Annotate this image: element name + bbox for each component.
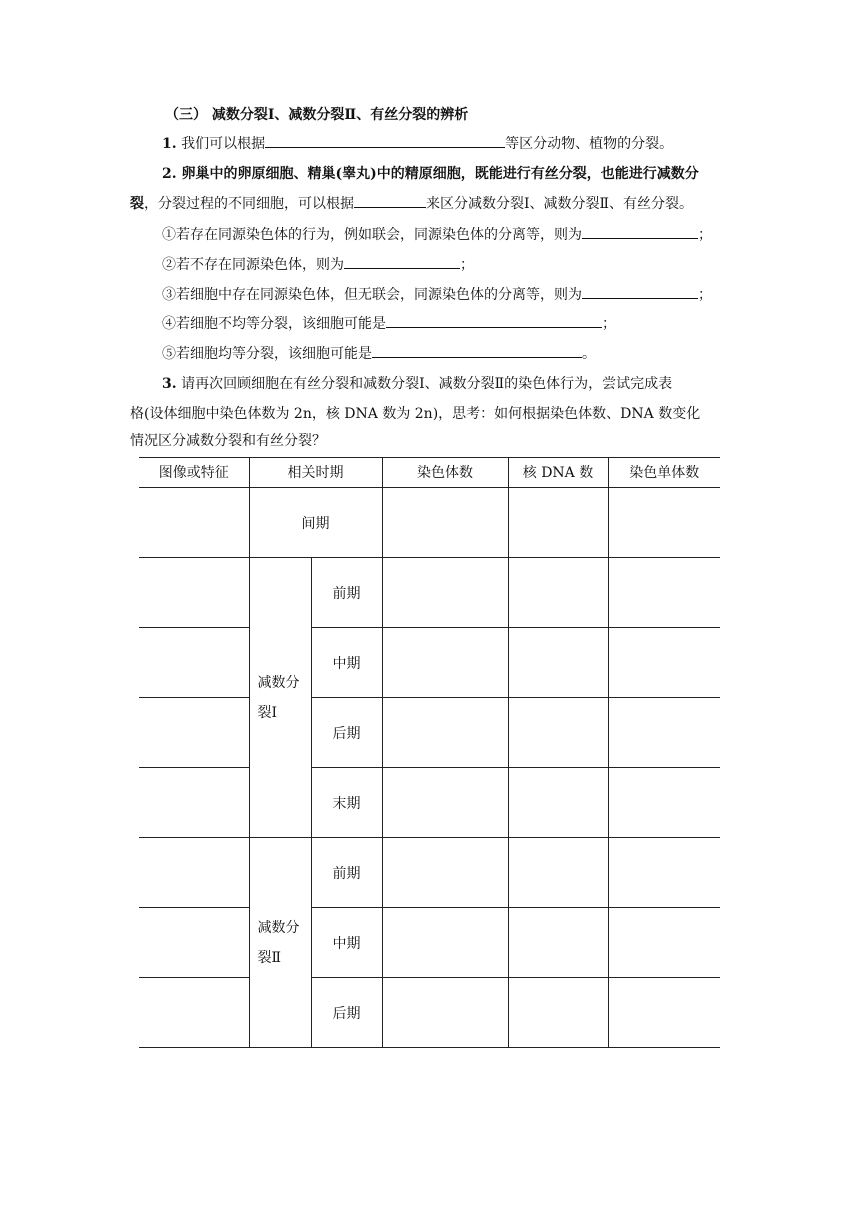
answer-cell[interactable] bbox=[382, 838, 508, 908]
answer-blank[interactable] bbox=[386, 313, 602, 328]
answer-cell[interactable] bbox=[139, 628, 249, 698]
sub-item-5: ⑤若细胞均等分裂，该细胞可能是 。 bbox=[162, 343, 596, 365]
table-row bbox=[139, 978, 720, 1048]
answer-cell[interactable] bbox=[508, 978, 608, 1048]
phase-cell: 后期 bbox=[311, 698, 382, 768]
group-cell-meiosis-1: 减数分裂Ⅰ bbox=[249, 558, 311, 838]
answer-cell[interactable] bbox=[608, 768, 720, 838]
answer-blank[interactable] bbox=[372, 343, 582, 358]
answer-blank[interactable] bbox=[344, 254, 460, 269]
table-row bbox=[139, 558, 720, 628]
answer-cell[interactable] bbox=[608, 908, 720, 978]
stage-table bbox=[139, 457, 720, 1048]
answer-cell[interactable] bbox=[508, 908, 608, 978]
answer-cell[interactable] bbox=[139, 908, 249, 978]
answer-cell[interactable] bbox=[608, 628, 720, 698]
answer-cell[interactable] bbox=[608, 698, 720, 768]
item-1-number: 1. bbox=[162, 136, 177, 152]
answer-cell[interactable] bbox=[139, 558, 249, 628]
answer-cell[interactable] bbox=[608, 558, 720, 628]
answer-cell[interactable] bbox=[382, 908, 508, 978]
section-heading: （三） 减数分裂Ⅰ、减数分裂Ⅱ、有丝分裂的辨析 bbox=[165, 107, 469, 123]
table-row bbox=[139, 838, 720, 908]
table-row bbox=[139, 698, 720, 768]
answer-cell[interactable] bbox=[382, 698, 508, 768]
answer-cell[interactable] bbox=[382, 628, 508, 698]
answer-cell[interactable] bbox=[139, 768, 249, 838]
answer-cell[interactable] bbox=[382, 768, 508, 838]
answer-cell[interactable] bbox=[139, 698, 249, 768]
phase-cell: 后期 bbox=[311, 978, 382, 1048]
answer-blank[interactable] bbox=[265, 133, 505, 148]
header-cell: 染色体数 bbox=[382, 458, 508, 488]
answer-cell[interactable] bbox=[382, 558, 508, 628]
table-row bbox=[139, 768, 720, 838]
phase-cell: 中期 bbox=[311, 628, 382, 698]
answer-cell[interactable] bbox=[508, 628, 608, 698]
phase-cell: 前期 bbox=[311, 558, 382, 628]
table-header-row bbox=[139, 458, 720, 488]
answer-cell[interactable] bbox=[508, 698, 608, 768]
sub-item-4: ④若细胞不均等分裂，该细胞可能是 ； bbox=[162, 313, 616, 335]
table-row bbox=[139, 908, 720, 978]
item-2-line-2: 裂，分裂过程的不同细胞，可以根据 来区分减数分裂Ⅰ、减数分裂Ⅱ、有丝分裂。 bbox=[130, 193, 693, 215]
phase-cell: 间期 bbox=[249, 488, 382, 558]
item-1: 1. 我们可以根据 等区分动物、植物的分裂。 bbox=[162, 133, 673, 155]
answer-cell[interactable] bbox=[382, 978, 508, 1048]
sub-item-3: ③若细胞中存在同源染色体，但无联会，同源染色体的分离等，则为 ； bbox=[162, 284, 712, 306]
answer-cell[interactable] bbox=[139, 978, 249, 1048]
answer-cell[interactable] bbox=[608, 488, 720, 558]
answer-cell[interactable] bbox=[508, 488, 608, 558]
answer-blank[interactable] bbox=[582, 284, 698, 299]
header-cell: 相关时期 bbox=[249, 458, 382, 488]
answer-blank[interactable] bbox=[582, 224, 698, 239]
item-2-line-1: 2. 卵巢中的卵原细胞、精巢(睾丸)中的精原细胞，既能进行有丝分裂，也能进行减数分 bbox=[162, 166, 699, 182]
answer-cell[interactable] bbox=[608, 838, 720, 908]
phase-cell: 末期 bbox=[311, 768, 382, 838]
phase-cell: 中期 bbox=[311, 908, 382, 978]
answer-cell[interactable] bbox=[608, 978, 720, 1048]
header-cell: 染色单体数 bbox=[608, 458, 720, 488]
answer-cell[interactable] bbox=[382, 488, 508, 558]
item-3-line-2: 格(设体细胞中染色体数为 2n，核 DNA 数为 2n)，思考：如何根据染色体数、DNA 数变化 bbox=[130, 406, 701, 422]
table-row bbox=[139, 628, 720, 698]
answer-cell[interactable] bbox=[139, 488, 249, 558]
item-3-line-1: 3. 请再次回顾细胞在有丝分裂和减数分裂Ⅰ、减数分裂Ⅱ的染色体行为，尝试完成表 bbox=[162, 376, 673, 392]
answer-blank[interactable] bbox=[354, 193, 426, 208]
header-cell: 图像或特征 bbox=[139, 458, 249, 488]
group-cell-meiosis-2: 减数分裂Ⅱ bbox=[249, 838, 311, 1048]
phase-cell: 前期 bbox=[311, 838, 382, 908]
header-cell: 核 DNA 数 bbox=[508, 458, 608, 488]
table-row bbox=[139, 488, 720, 558]
answer-cell[interactable] bbox=[139, 838, 249, 908]
answer-cell[interactable] bbox=[508, 838, 608, 908]
sub-item-2: ②若不存在同源染色体，则为 ； bbox=[162, 254, 474, 276]
answer-cell[interactable] bbox=[508, 768, 608, 838]
item-3-line-3: 情况区分减数分裂和有丝分裂？ bbox=[130, 433, 326, 449]
sub-item-1: ①若存在同源染色体的行为，例如联会，同源染色体的分离等，则为 ； bbox=[162, 224, 712, 246]
answer-cell[interactable] bbox=[508, 558, 608, 628]
